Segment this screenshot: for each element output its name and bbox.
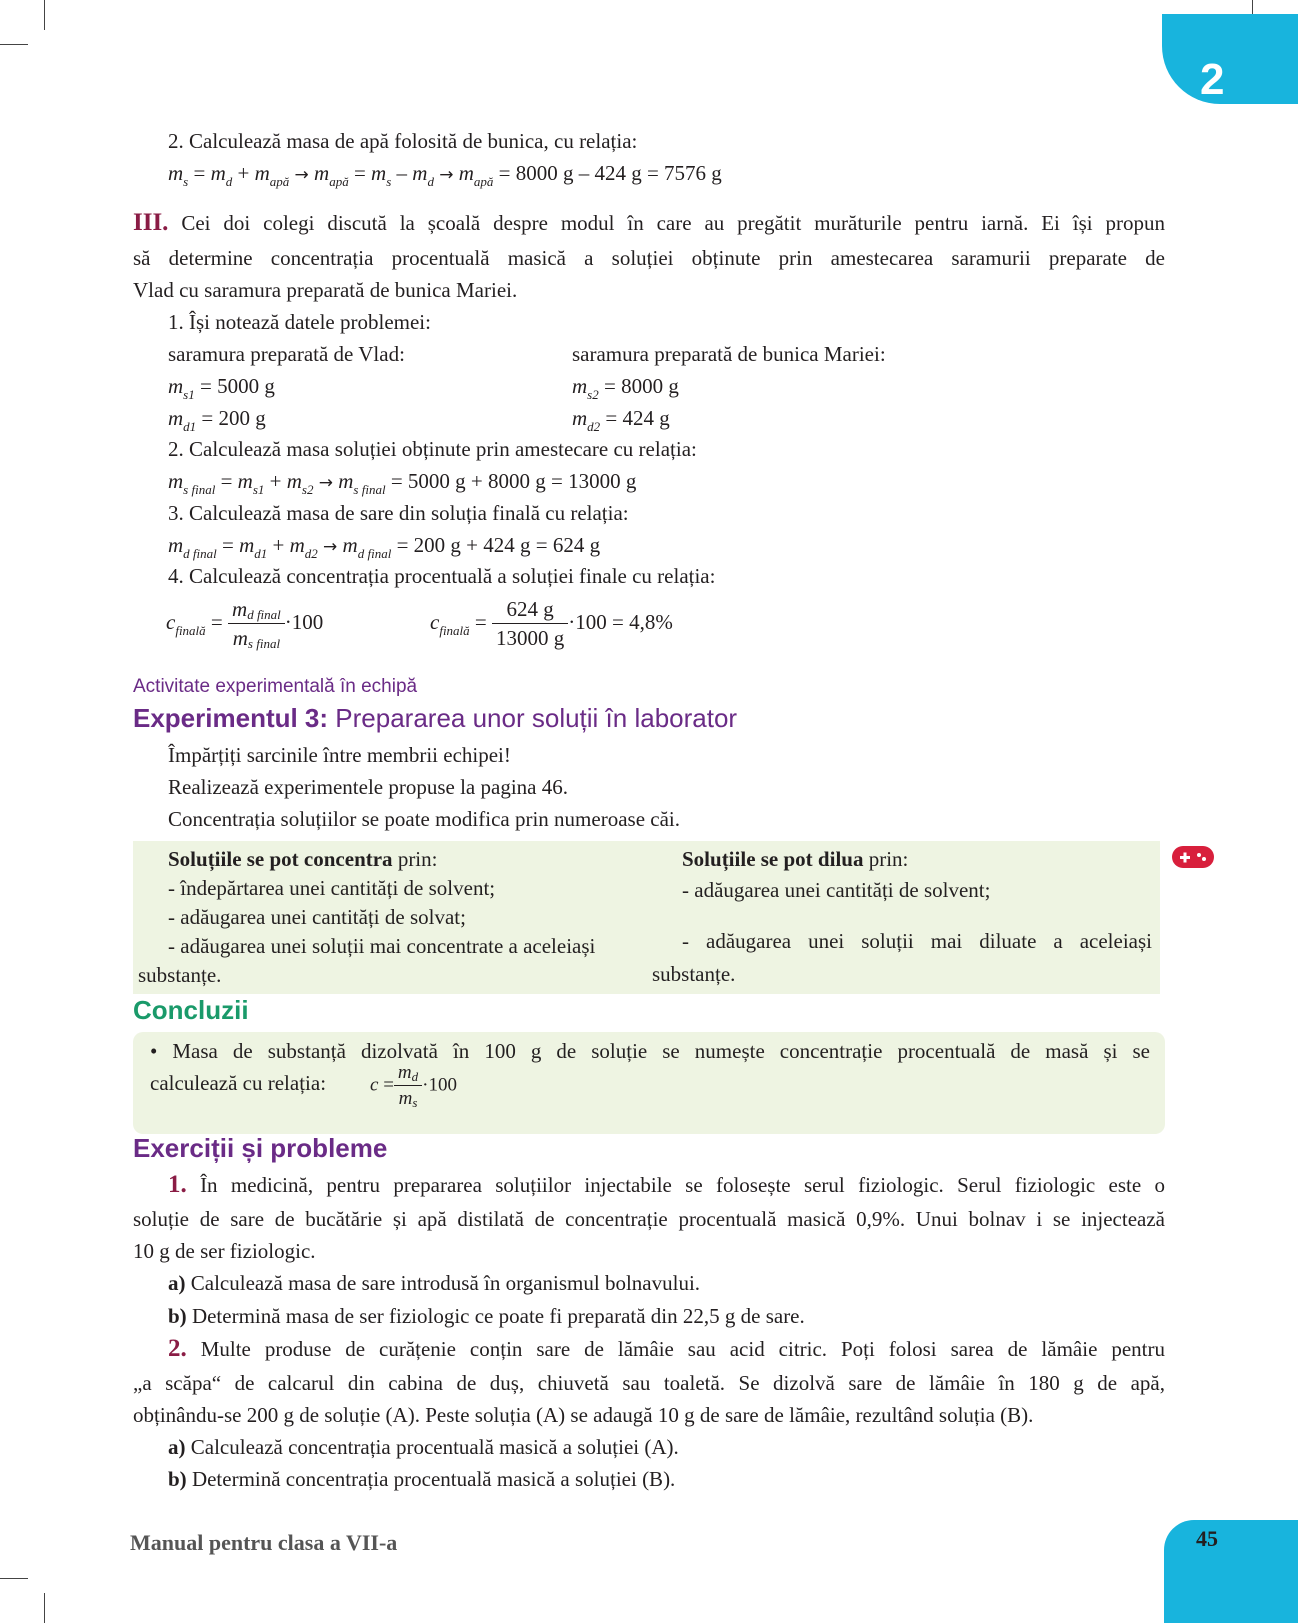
exercise-1-line-2: soluție de sare de bucătărie și apă distilată de concentrație procentuală masică 0,9%. Unui bolnav i se injectează [133, 1207, 1165, 1231]
fraction-c: $\frac{md}{ms}$ [394, 1062, 422, 1110]
times-100-numeric: ·100 [568, 609, 607, 634]
exercise-2-a-text: Calculează concentrația procentuală masică a soluției (A). [190, 1435, 679, 1459]
final-result: = 4,8% [612, 609, 673, 634]
crop-mark [44, 1593, 45, 1623]
label-a: a) [168, 1271, 186, 1295]
value-ms2: $m_{s2} = 8000$ g [572, 374, 679, 402]
dilute-item-2: - adăugarea unei soluții mai diluate a aceleiași [682, 929, 1152, 953]
step-2-mass-water [168, 129, 637, 154]
conclusion-line-2 [150, 1071, 326, 1096]
denominator-value: 13000 g [496, 626, 565, 650]
experiment-title-rest: Prepararea unor soluții în laborator [335, 703, 738, 733]
exercise-1-line-3: 10 g de ser fiziologic. [133, 1239, 316, 1263]
right-heading: saramura preparată de bunica Mariei: [572, 342, 886, 366]
label-b: b) [168, 1304, 187, 1328]
md1-value: = 200 g [201, 406, 266, 430]
exercise-1-number: 1. [168, 1171, 187, 1198]
page-number-tab [1164, 1520, 1298, 1623]
dilute-title-rest: prin: [863, 847, 909, 871]
section-3-step-1: 1. Își notează datele problemei: [168, 310, 431, 334]
formula-final-solution-mass: $m_{s final} = m_{s1} + m_{s2} \to m_{s final} = 5000$ g + 8000 g = 13000 g [168, 469, 637, 497]
times-100: ·100 [284, 609, 324, 634]
section-3-line-1 [133, 209, 1165, 237]
roman-three: III. [133, 209, 169, 236]
exercise-1-a-text: Calculează masa de sare introdusă în organismul bolnavului. [190, 1271, 701, 1295]
crop-mark [0, 1578, 28, 1579]
page-number: 45 [1196, 1526, 1218, 1551]
concentrate-title [168, 847, 437, 872]
label-a: a) [168, 1435, 186, 1459]
ms2-value: = 8000 g [603, 374, 679, 398]
formula-water-result: = 8000 g – 424 g = 7576 g [498, 161, 722, 185]
left-heading: saramura preparată de Vlad: [168, 342, 405, 366]
step-2-result: = 5000 g + 8000 g = 13000 g [390, 469, 637, 493]
fraction-numeric [492, 597, 568, 651]
formula-water-mass: $m_s = m_d + m_{apă} \to m_{apă} = m_s - m_d \to m_{apă} = 8000$ g – 424 g = 7576 g [168, 161, 722, 189]
activity-line-2: Realizează experimentele propuse la pagina 46. [168, 775, 568, 799]
fraction-symbolic: $\frac{\text{md final}}{\text{ms final}}$ [228, 597, 285, 651]
activity-line-3: Concentrația soluțiilor se poate modifica prin numeroase căi. [168, 807, 680, 831]
section-3-line-2: să determine concentrația procentuală masică a soluției obținute prin amestecarea saramurii preparate de [133, 246, 1165, 270]
exercise-2-line-3: obținându-se 200 g de soluție (A). Peste soluția (A) se adaugă 10 g de sare de lămâie, rezultând soluția (B). [133, 1403, 1034, 1427]
concentrate-item-1: - îndepărtarea unei cantități de solvent; [168, 876, 496, 900]
label-b: b) [168, 1467, 187, 1491]
experiment-title-bold: Experimentul 3: [133, 703, 329, 733]
conclusion-line-1: • Masa de substanță dizolvată în 100 g de soluție se numește concentrație procentuală de masă și se [150, 1039, 1150, 1063]
activity-label: Activitate experimentală în echipă [133, 676, 418, 697]
times-100-conclusion: ·100 [422, 1074, 457, 1096]
formula-final-solute-mass: $m_{d final} = m_{d1} + m_{d2} \to m_{d final} = 200$ g + 424 g = 624 g [168, 533, 601, 561]
section-3-step-3: 3. Calculează masa de sare din soluția finală cu relația: [168, 501, 629, 525]
game-controller-icon [1172, 846, 1214, 868]
exercise-1-b [168, 1304, 805, 1329]
section-3-text-1: Cei doi colegi discută la școală despre modul în care au pregătit murăturile pentru iarnă. Ei își propun [181, 211, 1165, 235]
conclusion-line-2-text: calculează cu relația: [150, 1071, 327, 1095]
exercise-2-text-1: Multe produse de curățenie conțin sare de lămâie sau acid citric. Poți folosi sarea de lămâie pentru [200, 1337, 1165, 1361]
footer-title: Manual pentru clasa a VII-a [130, 1530, 398, 1555]
dilute-item-1: - adăugarea unei cantități de solvent; [682, 878, 991, 902]
exercise-2-line-1 [168, 1335, 1165, 1363]
value-md2: $m_{d2} = 424$ g [572, 406, 670, 434]
formula-concentration-general: $c_{finală}$ = $\frac{\text{md final}}{\text{ms final}}$ ·100 [166, 597, 324, 651]
crop-mark [0, 44, 28, 45]
exercise-2-number: 2. [168, 1335, 187, 1362]
concentrate-item-4: substanțe. [138, 963, 222, 987]
exercise-1-text-1: În medicină, pentru prepararea soluțiilor injectabile se folosește serul fiziologic. Serul fiziologic este o [200, 1173, 1165, 1197]
dilute-item-3: substanțe. [652, 962, 736, 986]
section-3-step-2: 2. Calculează masa soluției obținute prin amestecare cu relația: [168, 437, 697, 461]
exercise-2-b [168, 1467, 675, 1492]
crop-mark [44, 0, 45, 30]
formula-concentration-numeric: $c_{finală}$ = $\frac{624 g}{13000 g}$ ·100 = 4,8% [430, 597, 673, 650]
value-ms1: $m_{s1} = 5000$ g [168, 374, 275, 402]
ms1-value: = 5000 g [199, 374, 275, 398]
exercise-1-a [168, 1271, 700, 1296]
md2-value: = 424 g [605, 406, 670, 430]
concentrate-title-bold: Soluțiile se pot concentra [168, 847, 393, 871]
section-3-line-3: Vlad cu saramura preparată de bunica Mariei. [133, 278, 518, 302]
exercise-2-a [168, 1435, 679, 1460]
activity-line-1: Împărțiți sarcinile între membrii echipei! [168, 743, 511, 767]
exercise-1-line-1 [168, 1171, 1165, 1199]
concentrate-item-2: - adăugarea unei cantități de solvat; [168, 905, 466, 929]
dilute-title-bold: Soluțiile se pot dilua [682, 847, 864, 871]
chapter-tab [1162, 14, 1298, 104]
conclusions-title: Concluzii [133, 995, 249, 1025]
exercises-title: Exerciții și probleme [133, 1133, 388, 1163]
section-3-step-4: 4. Calculează concentrația procentuală a soluției finale cu relația: [168, 564, 716, 588]
step-2-text: 2. Calculează masa de apă folosită de bunica, cu relația: [168, 129, 638, 153]
exercise-2-line-2: „a scăpa“ de calcarul din cabina de duș, chiuvetă sau toaletă. Se dizolvă sare de lămâie în 180 g de apă, [133, 1371, 1165, 1395]
dilute-title [682, 847, 908, 872]
concentrate-item-3: - adăugarea unei soluții mai concentrate a aceleiași [168, 934, 596, 958]
exercise-2-b-text: Determină concentrația procentuală masică a soluției (B). [191, 1467, 676, 1491]
step-3-result: = 200 g + 424 g = 624 g [396, 533, 601, 557]
value-md1: $m_{d1} = 200$ g [168, 406, 266, 434]
concentrate-title-rest: prin: [392, 847, 438, 871]
chapter-number: 2 [1200, 55, 1225, 104]
exercise-1-b-text: Determină masa de ser fiziologic ce poate fi preparată din 22,5 g de sare. [191, 1304, 805, 1328]
numerator-value: 624 g [492, 597, 568, 624]
experiment-title [133, 703, 737, 734]
formula-concentration: c = $\frac{md}{ms}$ ·100 [370, 1062, 457, 1110]
